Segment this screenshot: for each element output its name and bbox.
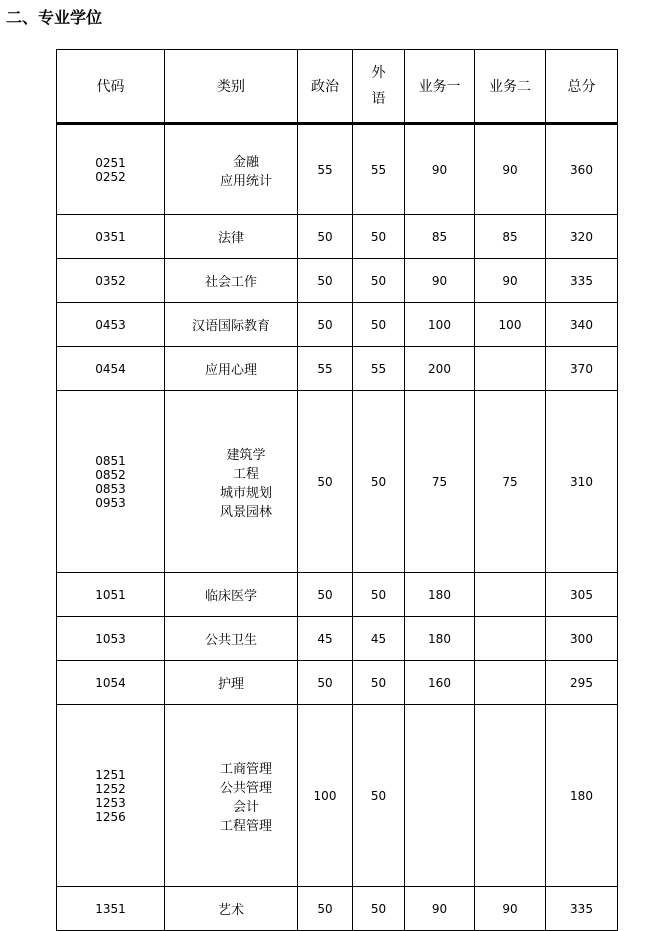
cell-foreign: 50 [353,887,405,931]
cell-subject1: 160 [405,661,475,705]
cell-code [57,124,165,215]
cell-foreign: 50 [353,573,405,617]
category-value: 会计 [232,799,259,815]
category-value: 工程 [232,466,259,482]
cell-code [57,661,165,705]
cell-subject1: 85 [405,215,475,259]
cell-total: 180 [546,705,618,887]
cell-code [57,347,165,391]
header-foreign [353,50,405,124]
cell-code [57,391,165,573]
cell-subject1: 75 [405,391,475,573]
cell-politics: 50 [298,391,353,573]
cell-total: 335 [546,887,618,931]
category-value: 建筑学 [226,447,266,463]
code-value: 1253 [95,795,126,810]
cell-category [165,391,298,573]
code-value: 0251 [95,155,126,170]
cell-foreign: 50 [353,303,405,347]
cell-politics: 55 [298,347,353,391]
cell-politics: 45 [298,617,353,661]
table-row [57,347,618,391]
cell-subject2: 90 [475,259,546,303]
code-value: 0252 [95,169,126,184]
score-table [56,49,618,931]
cell-category [165,303,298,347]
cell-subject2 [475,661,546,705]
cell-foreign: 50 [353,705,405,887]
cell-total: 340 [546,303,618,347]
cell-subject2: 100 [475,303,546,347]
table-row [57,887,618,931]
code-value: 1251 [95,767,126,782]
table-row [57,617,618,661]
table-row [57,573,618,617]
table-row [57,705,618,887]
cell-subject1 [405,705,475,887]
code-value: 1053 [95,631,126,646]
cell-politics: 50 [298,661,353,705]
category-value: 风景园林 [219,504,272,520]
cell-subject2: 90 [475,887,546,931]
cell-politics: 50 [298,573,353,617]
cell-total: 320 [546,215,618,259]
header-code: 代码 [57,50,165,124]
cell-politics: 50 [298,887,353,931]
cell-foreign: 50 [353,391,405,573]
cell-subject1: 90 [405,124,475,215]
cell-subject1: 100 [405,303,475,347]
cell-category [165,661,298,705]
cell-politics: 50 [298,215,353,259]
category-value: 城市规划 [219,485,272,501]
cell-foreign: 50 [353,259,405,303]
cell-code [57,303,165,347]
cell-category [165,573,298,617]
cell-subject2: 75 [475,391,546,573]
table-row [57,215,618,259]
code-value: 1256 [95,809,126,824]
cell-code [57,887,165,931]
code-value: 0851 [95,453,126,468]
header-politics: 政治 [298,50,353,124]
category-value: 金融 [232,154,259,170]
cell-subject1: 90 [405,259,475,303]
cell-total: 295 [546,661,618,705]
cell-code [57,705,165,887]
header-subject2: 业务二 [475,50,546,124]
cell-politics: 55 [298,124,353,215]
header-category: 类别 [165,50,298,124]
category-value: 公共卫生 [204,633,257,648]
table-row [57,303,618,347]
cell-total: 305 [546,573,618,617]
code-value: 1252 [95,781,126,796]
cell-code [57,573,165,617]
cell-category [165,617,298,661]
cell-subject2: 90 [475,124,546,215]
cell-total: 370 [546,347,618,391]
category-value: 护理 [217,677,244,692]
table-row [57,259,618,303]
category-value: 公共管理 [219,780,272,796]
code-value: 1351 [95,901,126,916]
table-row [57,391,618,573]
code-value: 1051 [95,587,126,602]
cell-foreign: 50 [353,215,405,259]
cell-politics: 50 [298,259,353,303]
category-value: 社会工作 [204,275,257,290]
cell-subject1: 200 [405,347,475,391]
cell-code [57,259,165,303]
cell-total: 300 [546,617,618,661]
cell-foreign: 50 [353,661,405,705]
cell-total: 310 [546,391,618,573]
category-value: 工程管理 [219,818,272,834]
cell-subject1: 90 [405,887,475,931]
header-foreign-line1: 外 [371,65,386,81]
category-value: 应用统计 [219,173,272,189]
cell-category [165,259,298,303]
cell-category [165,215,298,259]
table-row [57,124,618,215]
cell-category [165,705,298,887]
header-subject1: 业务一 [405,50,475,124]
code-value: 1054 [95,675,126,690]
cell-subject2: 85 [475,215,546,259]
cell-subject2 [475,705,546,887]
cell-subject2 [475,347,546,391]
cell-category [165,124,298,215]
code-value: 0953 [95,495,126,510]
cell-foreign: 55 [353,124,405,215]
code-value: 0454 [95,361,126,376]
code-value: 0351 [95,229,126,244]
section-heading: 二、专业学位 [6,8,103,27]
cell-total: 335 [546,259,618,303]
category-value: 汉语国际教育 [191,319,270,334]
code-value: 0853 [95,481,126,496]
cell-total: 360 [546,124,618,215]
cell-subject2 [475,617,546,661]
code-value: 0352 [95,273,126,288]
cell-politics: 100 [298,705,353,887]
cell-subject1: 180 [405,617,475,661]
header-foreign-line2: 语 [371,91,386,107]
table-row [57,661,618,705]
code-value: 0852 [95,467,126,482]
category-value: 临床医学 [204,589,257,604]
cell-category [165,347,298,391]
cell-category [165,887,298,931]
cell-foreign: 45 [353,617,405,661]
cell-code [57,215,165,259]
category-value: 应用心理 [204,363,257,378]
cell-subject2 [475,573,546,617]
cell-code [57,617,165,661]
code-value: 0453 [95,317,126,332]
category-value: 法律 [217,231,244,246]
header-total: 总分 [546,50,618,124]
cell-foreign: 55 [353,347,405,391]
category-value: 艺术 [217,903,244,918]
table-header-row [57,50,618,124]
cell-subject1: 180 [405,573,475,617]
category-value: 工商管理 [219,761,272,777]
cell-politics: 50 [298,303,353,347]
